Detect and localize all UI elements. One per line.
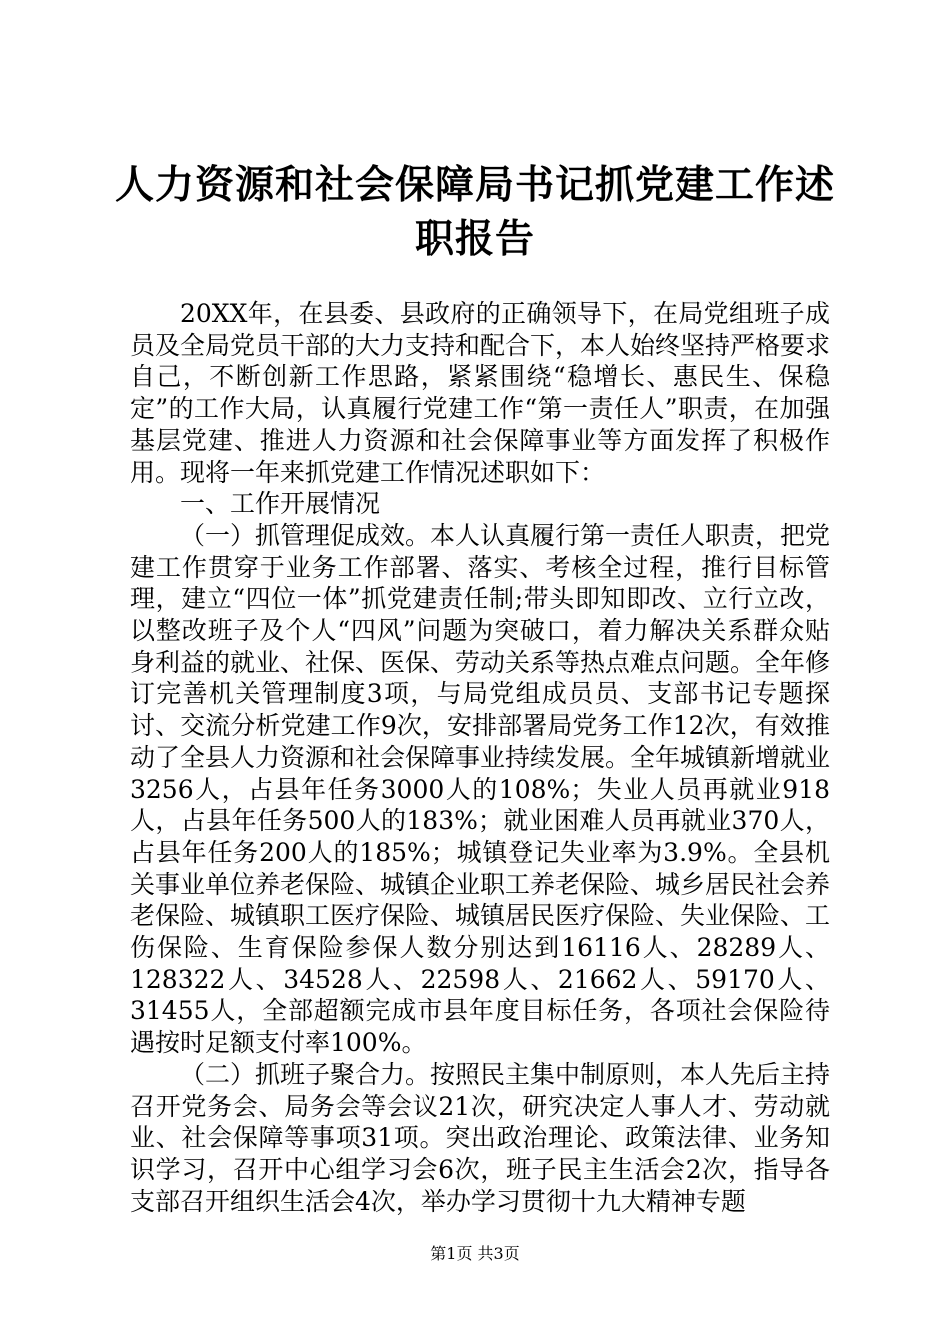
document-body — [130, 298, 830, 1217]
section-heading: 一、工作开展情况 — [180, 489, 381, 519]
paragraph-intro: 20XX年，在县委、县政府的正确领导下，在局党组班子成员及全局党员干部的大力支持和配合下，本人始终坚持严格要求自己，不断创新工作思路，紧紧围绕“稳增长、惠民生、保稳定”的工作大局，认真履行党建工作“第一责任人”职责，在加强基层党建、推进人力资源和社会保障事业等方面发挥了积极作用。现将一年来抓党建工作情况述职如下： — [130, 299, 831, 487]
page-footer: 第1页 共3页 — [430, 1244, 520, 1263]
paragraph-leadership: （二）抓班子聚合力。按照民主集中制原则，本人先后主持召开党务会、局务会等会议21次，研究决定人事人才、劳动就业、社会保障等事项31项。突出政治理论、政策法律、业务知识学习，召开中心组学习会6次，班子民主生活会2次，指导各支部召开组织生活会4次，举办学习贯彻十九大精神专题 — [130, 1059, 831, 1216]
paragraph-management: （一）抓管理促成效。本人认真履行第一责任人职责，把党建工作贯穿于业务工作部署、落实、考核全过程，推行目标管理，建立“四位一体”抓党建责任制;带头即知即改、立行立改，以整改班子及个人“四风”问题为突破口，着力解决关系群众贴身利益的就业、社保、医保、劳动关系等热点难点问题。全年修订完善机关管理制度3项，与局党组成员员、支部书记专题探讨、交流分析党建工作9次，安排部署局党务工作12次，有效推动了全县人力资源和社会保障事业持续发展。全年城镇新增就业3256人，占县年任务3000人的108%；失业人员再就业918人，占县年任务500人的183%；就业困难人员再就业370人，占县年任务200人的185%；城镇登记失业率为3.9%。全县机关事业单位养老保险、城镇企业职工养老保险、城乡居民社会养老保险、城镇职工医疗保险、城镇居民医疗保险、失业保险、工伤保险、生育保险参保人数分别达到16116人、28289人、128322人、34528人、22598人、21662人、59170人、31455人，全部超额完成市县年度目标任务，各项社会保险待遇按时足额支付率100%。 — [130, 520, 831, 1058]
document-title: 人力资源和社会保障局书记抓党建工作述职报告 — [114, 162, 835, 262]
